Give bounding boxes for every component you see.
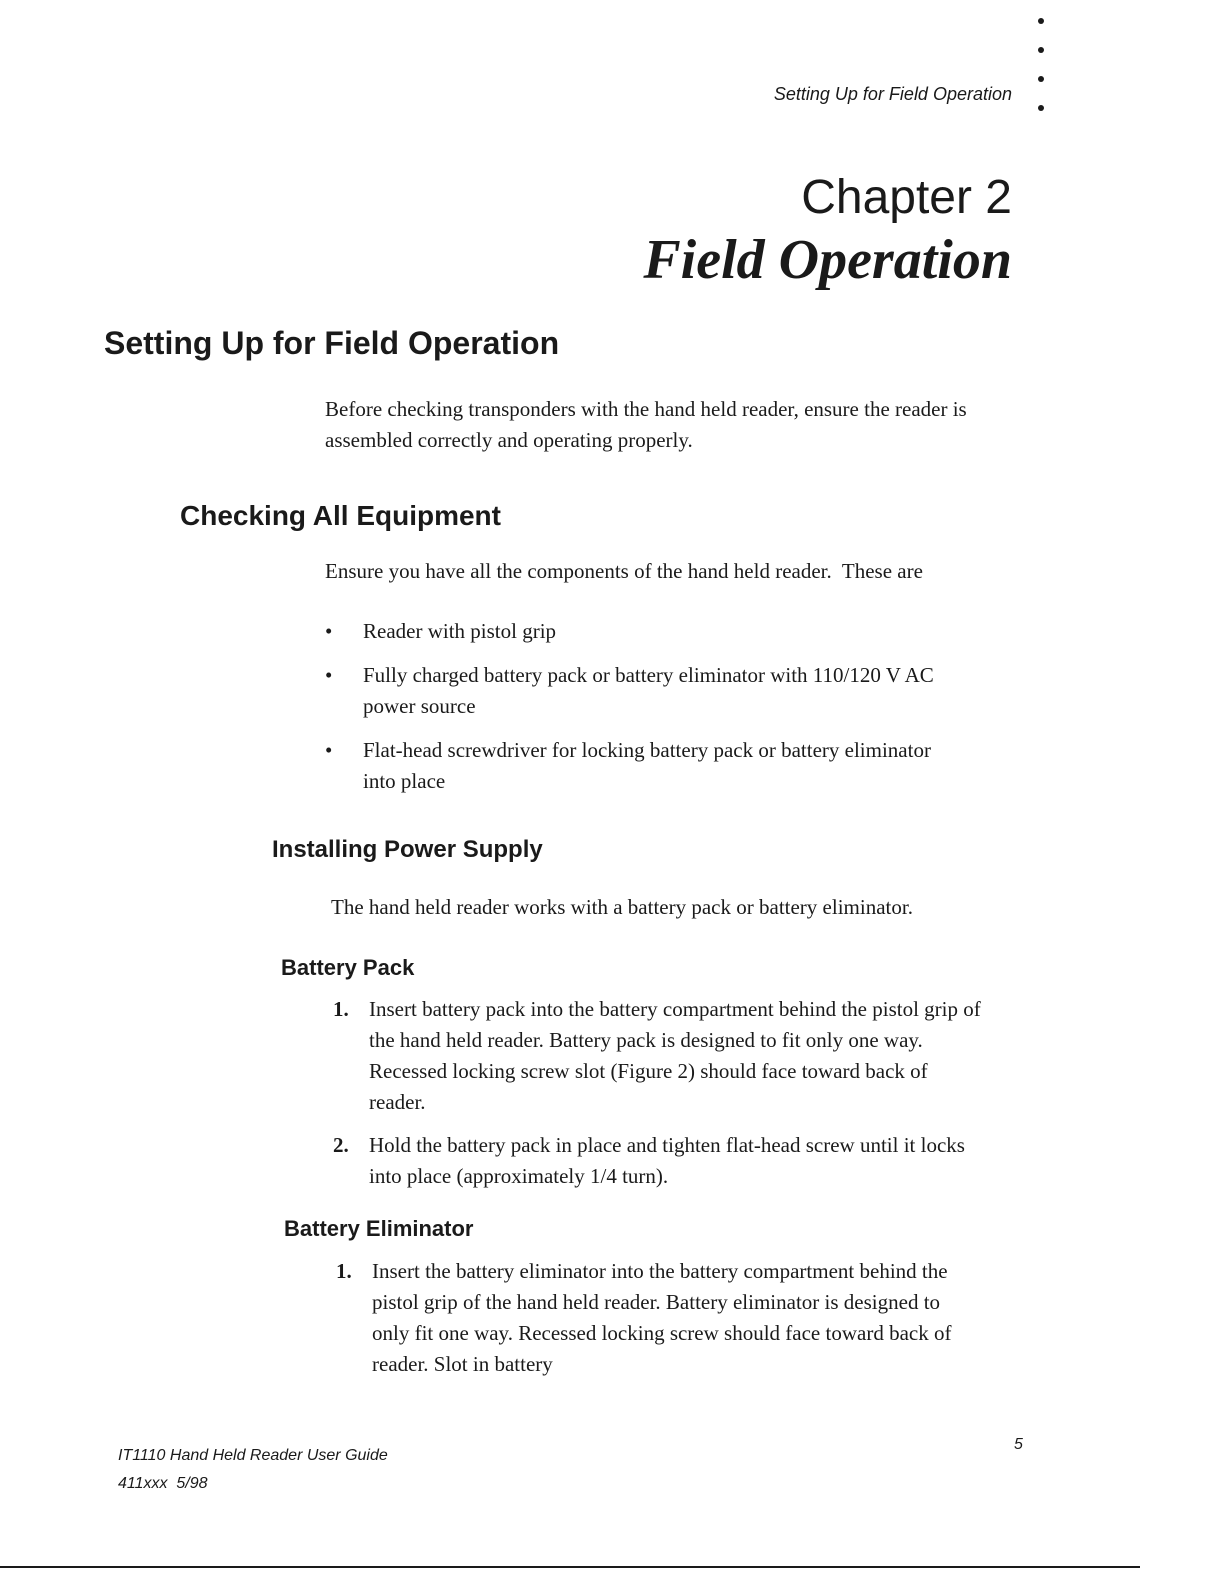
equipment-list	[325, 616, 965, 810]
subheading-battery-pack: Battery Pack	[281, 955, 415, 980]
subheading-battery-eliminator: Battery Eliminator	[284, 1216, 474, 1241]
step-text: Hold the battery pack in place and tighten flat-head screw until it locks into place (approximately 1/4 turn).	[369, 1133, 965, 1188]
equipment-intro: Ensure you have all the components of the hand held reader. These are	[325, 559, 923, 583]
list-item	[333, 1130, 983, 1192]
battery-pack-steps	[333, 994, 983, 1204]
list-item: • Flat-head screwdriver for locking battery pack or battery eliminator into place	[325, 735, 965, 797]
setup-paragraph: Before checking transponders with the hand held reader, ensure the reader is assembled correctly and operating properly.	[325, 397, 967, 452]
list-item	[333, 994, 983, 1118]
step-text: Insert the battery eliminator into the battery compartment behind the pistol grip of the hand held reader. Battery eliminator is designed to only fit one way. Recessed locking screw should face toward back of reader. Slot in battery	[372, 1259, 952, 1376]
power-paragraph: The hand held reader works with a battery pack or battery eliminator.	[331, 895, 913, 919]
margin-dot	[1038, 105, 1044, 111]
list-item	[336, 1256, 966, 1380]
footer-doc-code: 411xxx 5/98	[118, 1475, 208, 1492]
margin-dot	[1038, 47, 1044, 53]
running-header: Setting Up for Field Operation	[773, 84, 1012, 104]
margin-dot	[1038, 18, 1044, 24]
section-heading-equipment: Checking All Equipment	[180, 500, 501, 531]
list-item: • Reader with pistol grip	[325, 616, 965, 647]
step-text: Insert battery pack into the battery compartment behind the pistol grip of the hand held reader. Battery pack is designed to fit only one way. Recessed locking screw slot (Figure 2) should face toward back of reader.	[369, 997, 981, 1114]
step-number: 1.	[336, 1259, 352, 1283]
chapter-label: Chapter 2	[801, 171, 1012, 224]
footer-rule	[0, 1566, 1140, 1568]
section-heading-setup: Setting Up for Field Operation	[104, 325, 560, 361]
battery-eliminator-steps	[336, 1256, 966, 1392]
footer-guide-title: IT1110 Hand Held Reader User Guide	[118, 1447, 388, 1464]
step-number: 1.	[333, 997, 349, 1021]
step-number: 2.	[333, 1133, 349, 1157]
chapter-title: Field Operation	[643, 229, 1012, 291]
list-item: • Fully charged battery pack or battery eliminator with 110/120 V AC power source	[325, 660, 965, 722]
margin-dot	[1038, 76, 1044, 82]
section-heading-power: Installing Power Supply	[272, 836, 543, 863]
page-number: 5	[1014, 1436, 1023, 1453]
